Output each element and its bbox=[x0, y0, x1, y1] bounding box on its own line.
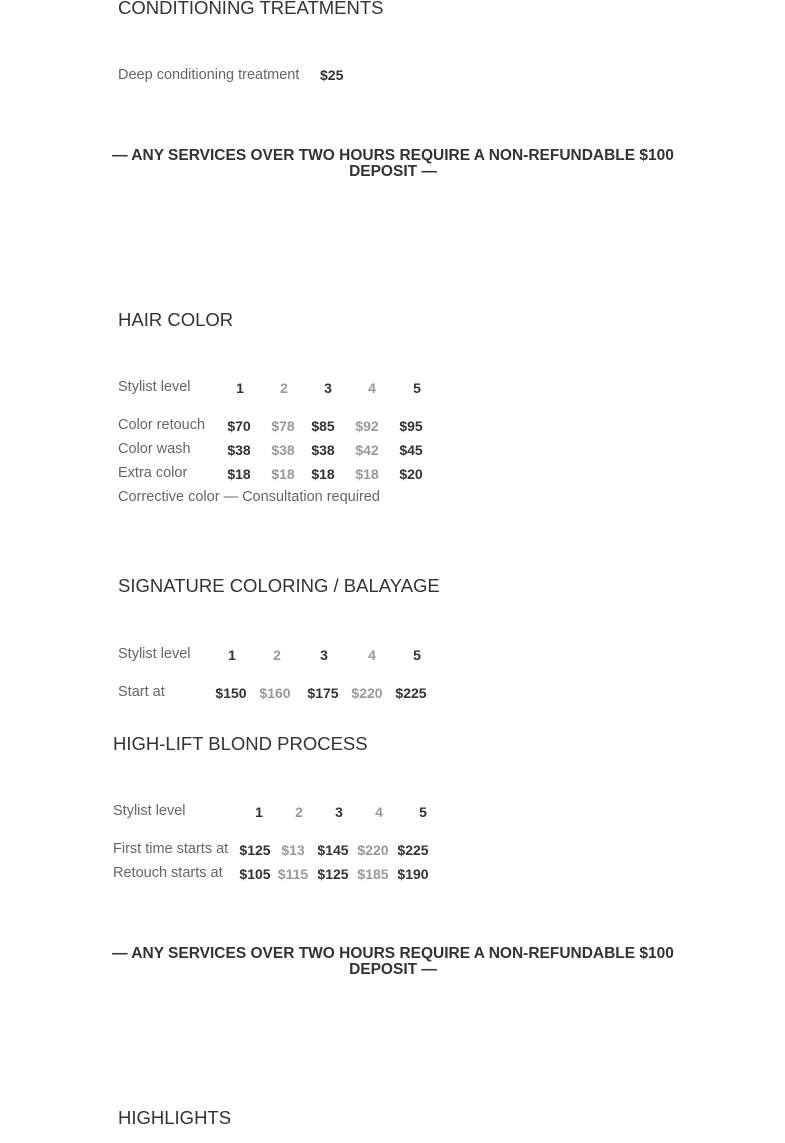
level-header: 3 bbox=[324, 380, 332, 396]
deposit-notice-2: — ANY SERVICES OVER TWO HOURS REQUIRE A NON-REFUNDABLE $100 DEPOSIT — bbox=[112, 945, 674, 978]
row-label: Retouch starts at bbox=[113, 865, 223, 881]
level-header: 1 bbox=[236, 380, 244, 396]
price-cell: $95 bbox=[399, 418, 423, 434]
section-title-conditioning: CONDITIONING TREATMENTS bbox=[118, 0, 384, 18]
price-cell: $70 bbox=[227, 418, 251, 434]
price-cell: $18 bbox=[227, 466, 251, 482]
price-cell: $42 bbox=[355, 442, 379, 458]
price-cell: $38 bbox=[311, 442, 335, 458]
price-cell: $78 bbox=[271, 418, 295, 434]
price-cell: $18 bbox=[271, 466, 295, 482]
section-title-signature: SIGNATURE COLORING / BALAYAGE bbox=[118, 575, 440, 596]
price-cell: $175 bbox=[307, 685, 339, 701]
deposit-notice: — ANY SERVICES OVER TWO HOURS REQUIRE A NON-REFUNDABLE $100 DEPOSIT — bbox=[112, 147, 674, 180]
level-header: 4 bbox=[375, 804, 383, 820]
price-cell: $38 bbox=[271, 442, 295, 458]
price-cell: $220 bbox=[351, 685, 383, 701]
price-cell: $115 bbox=[277, 866, 309, 882]
stylist-level-label: Stylist level bbox=[113, 803, 186, 819]
price-cell: $13 bbox=[281, 842, 305, 858]
price-cell: $92 bbox=[355, 418, 379, 434]
price-cell: $38 bbox=[227, 442, 251, 458]
level-header: 1 bbox=[255, 804, 263, 820]
level-header: 3 bbox=[320, 647, 328, 663]
level-header: 2 bbox=[280, 380, 288, 396]
price-cell: $185 bbox=[357, 866, 389, 882]
price-cell: $220 bbox=[357, 842, 389, 858]
level-header: 2 bbox=[295, 804, 303, 820]
level-header: 5 bbox=[419, 804, 427, 820]
row-label: Start at bbox=[118, 684, 165, 700]
level-header: 4 bbox=[368, 380, 376, 396]
level-header: 1 bbox=[228, 647, 236, 663]
row-label: First time starts at bbox=[113, 841, 229, 857]
price-cell: $18 bbox=[311, 466, 335, 482]
stylist-level-label: Stylist level bbox=[118, 646, 191, 662]
price-cell: $105 bbox=[239, 866, 271, 882]
price-cell: $85 bbox=[311, 418, 335, 434]
level-header: 5 bbox=[413, 647, 421, 663]
level-header: 2 bbox=[273, 647, 281, 663]
conditioning-price: $25 bbox=[320, 67, 344, 83]
hair-color-note: Corrective color — Consultation required bbox=[118, 489, 380, 505]
price-cell: $150 bbox=[215, 685, 247, 701]
row-label: Color wash bbox=[118, 441, 191, 457]
price-cell: $20 bbox=[399, 466, 423, 482]
section-title-highlift: HIGH-LIFT BLOND PROCESS bbox=[113, 733, 368, 754]
price-cell: $225 bbox=[395, 685, 427, 701]
price-cell: $45 bbox=[399, 442, 423, 458]
row-label: Extra color bbox=[118, 465, 188, 481]
level-header: 5 bbox=[413, 380, 421, 396]
level-header: 3 bbox=[335, 804, 343, 820]
price-cell: $125 bbox=[317, 866, 349, 882]
price-cell: $18 bbox=[355, 466, 379, 482]
price-cell: $190 bbox=[397, 866, 429, 882]
row-label: Color retouch bbox=[118, 417, 206, 433]
section-title-hair-color: HAIR COLOR bbox=[118, 309, 234, 330]
price-cell: $160 bbox=[259, 685, 291, 701]
conditioning-item: Deep conditioning treatment bbox=[118, 67, 300, 83]
stylist-level-label: Stylist level bbox=[118, 379, 191, 395]
section-title-highlights: HIGHLIGHTS bbox=[118, 1107, 232, 1128]
price-cell: $145 bbox=[317, 842, 349, 858]
level-header: 4 bbox=[368, 647, 376, 663]
price-cell: $125 bbox=[239, 842, 271, 858]
price-cell: $225 bbox=[397, 842, 429, 858]
